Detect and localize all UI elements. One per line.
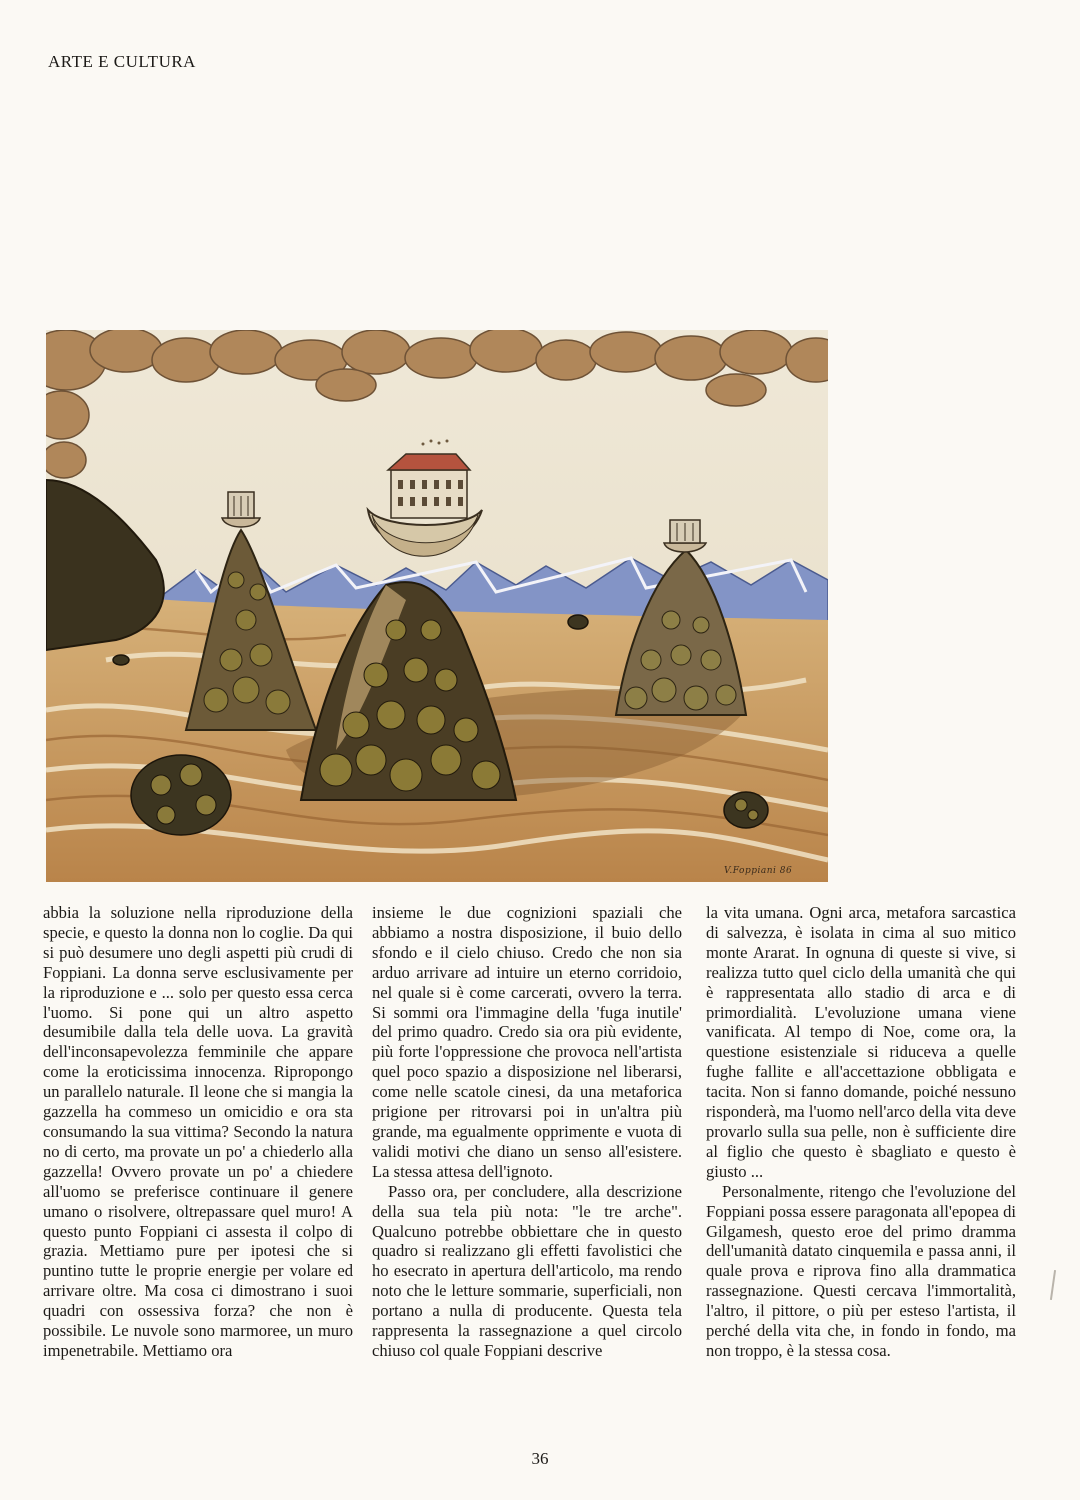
- paragraph: insieme le due cognizioni spaziali che abbiamo a nostra disposizione, il buio dello sfondo e il cielo chiuso. Credo che non sia arduo arrivare ad intuire un eterno corridoio, nel quale si è come carcerati, ovvero la terra. Si sommi ora l'immagine della 'fuga inutile' del primo quadro. Credo sia ora più evidente, più forte l'oppressione che provoca nell'artista quel poco spazio a disposizione nel liberarsi, come nelle scatole cinesi, da una metaforica prigione per ritrovarsi poi in un'altra più grande, ma egualmente opprimente e vuota di validi motivi che diano un senso all'esistere. La stessa attesa dell'ignoto.: [372, 903, 682, 1181]
- right-ark: [664, 520, 706, 552]
- paragraph: Passo ora, per concludere, alla descrizione della sua tela più nota: "le tre arche". Qualcuno potrebbe obbiettare che in questo quadro si realizzano gli effetti favolistici che ho esecrato in apertura dell'articolo, ma rendo noto che le letture sommarie, superficiali, non portano a nulla di producente. Questa tela rappresenta la rassegnazione a quel circolo chiuso col quale Foppiani descrive: [372, 1181, 682, 1360]
- left-ark: [222, 492, 260, 527]
- section-header: ARTE E CULTURA: [48, 52, 196, 71]
- text-column-3: [706, 903, 1016, 1361]
- paragraph: abbia la soluzione nella riproduzione della specie, e questo la donna non lo coglie. Da qui si può desumere uno degli aspetti più crudi di Foppiani. La donna serve esclusivamente per la riproduzione e ... solo per questo essa cerca l'uomo. Si pone qui un altro aspetto desumibile dalla tela delle uova. La gravità dell'inconsapevolezza femminile che appare come la eroticissima innocenza. Ripropongo un parallelo naturale. Il leone che si mangia la gazzella ha commeso un omicidio e ora sta consumando la sua vittima? Secondo la natura no di certo, ma provate un po' a chiederlo alla gazzella! Ovvero provate un po' a chiedere all'uomo se preferisce continuare il genere umano o risolvere, oltrepassare quel muro! A questo punto Foppiani ci assesta il colpo di grazia. Mettiamo pure per ipotesi che si puntino tutte le proprie energie per volare ed arrivare oltre. Ma cosa ci dimostrano i suoi quadri con ossessiva forza? che non è possibile. Le nuvole sono marmoree, un muro impenetrabile. Mettiamo ora: [43, 903, 353, 1360]
- text-column-2: [372, 903, 682, 1361]
- text-column-1: [43, 903, 353, 1361]
- paragraph: Personalmente, ritengo che l'evoluzione del Foppiani possa essere paragonata all'epopea di Gilgamesh, questo eroe del primo dramma dell'umanità datato cinquemila e passa anni, il quale prova e riprova fino alla drammatica rassegnazione. Questi cercava l'immortalità, l'altro, il pittore, o più per esteso l'artista, il perché della vita che, in fondo in fondo, ma non troppo, è la stessa cosa.: [706, 1181, 1016, 1360]
- painting-signature: V.Foppiani 86: [724, 866, 793, 876]
- margin-mark: [1050, 1270, 1056, 1300]
- painting-illustration: [46, 330, 828, 882]
- painting-three-arks: [46, 330, 828, 882]
- page-number: 36: [531, 1449, 549, 1468]
- paragraph: la vita umana. Ogni arca, metafora sarcastica di salvezza, è isolata in cima al suo mitico monte Ararat. In ognuna di queste si vive, si realizza tutto quel ciclo della umanità che qui è rappresentata allo stadio di arca e di primordialità. L'evoluzione umana viene vanificata. Al tempo di Noe, come ora, la questione esistenziale si riduceva a quelle fughe fallite e all'accettazione obbligata e tacita. Non si fanno domande, poiché nessuno risponderà, ma l'uomo nell'arco della vita deve provarlo sulla sua pelle, non è sufficiente dire al figlio che questo è sbagliato e questo è giusto ...: [706, 903, 1016, 1181]
